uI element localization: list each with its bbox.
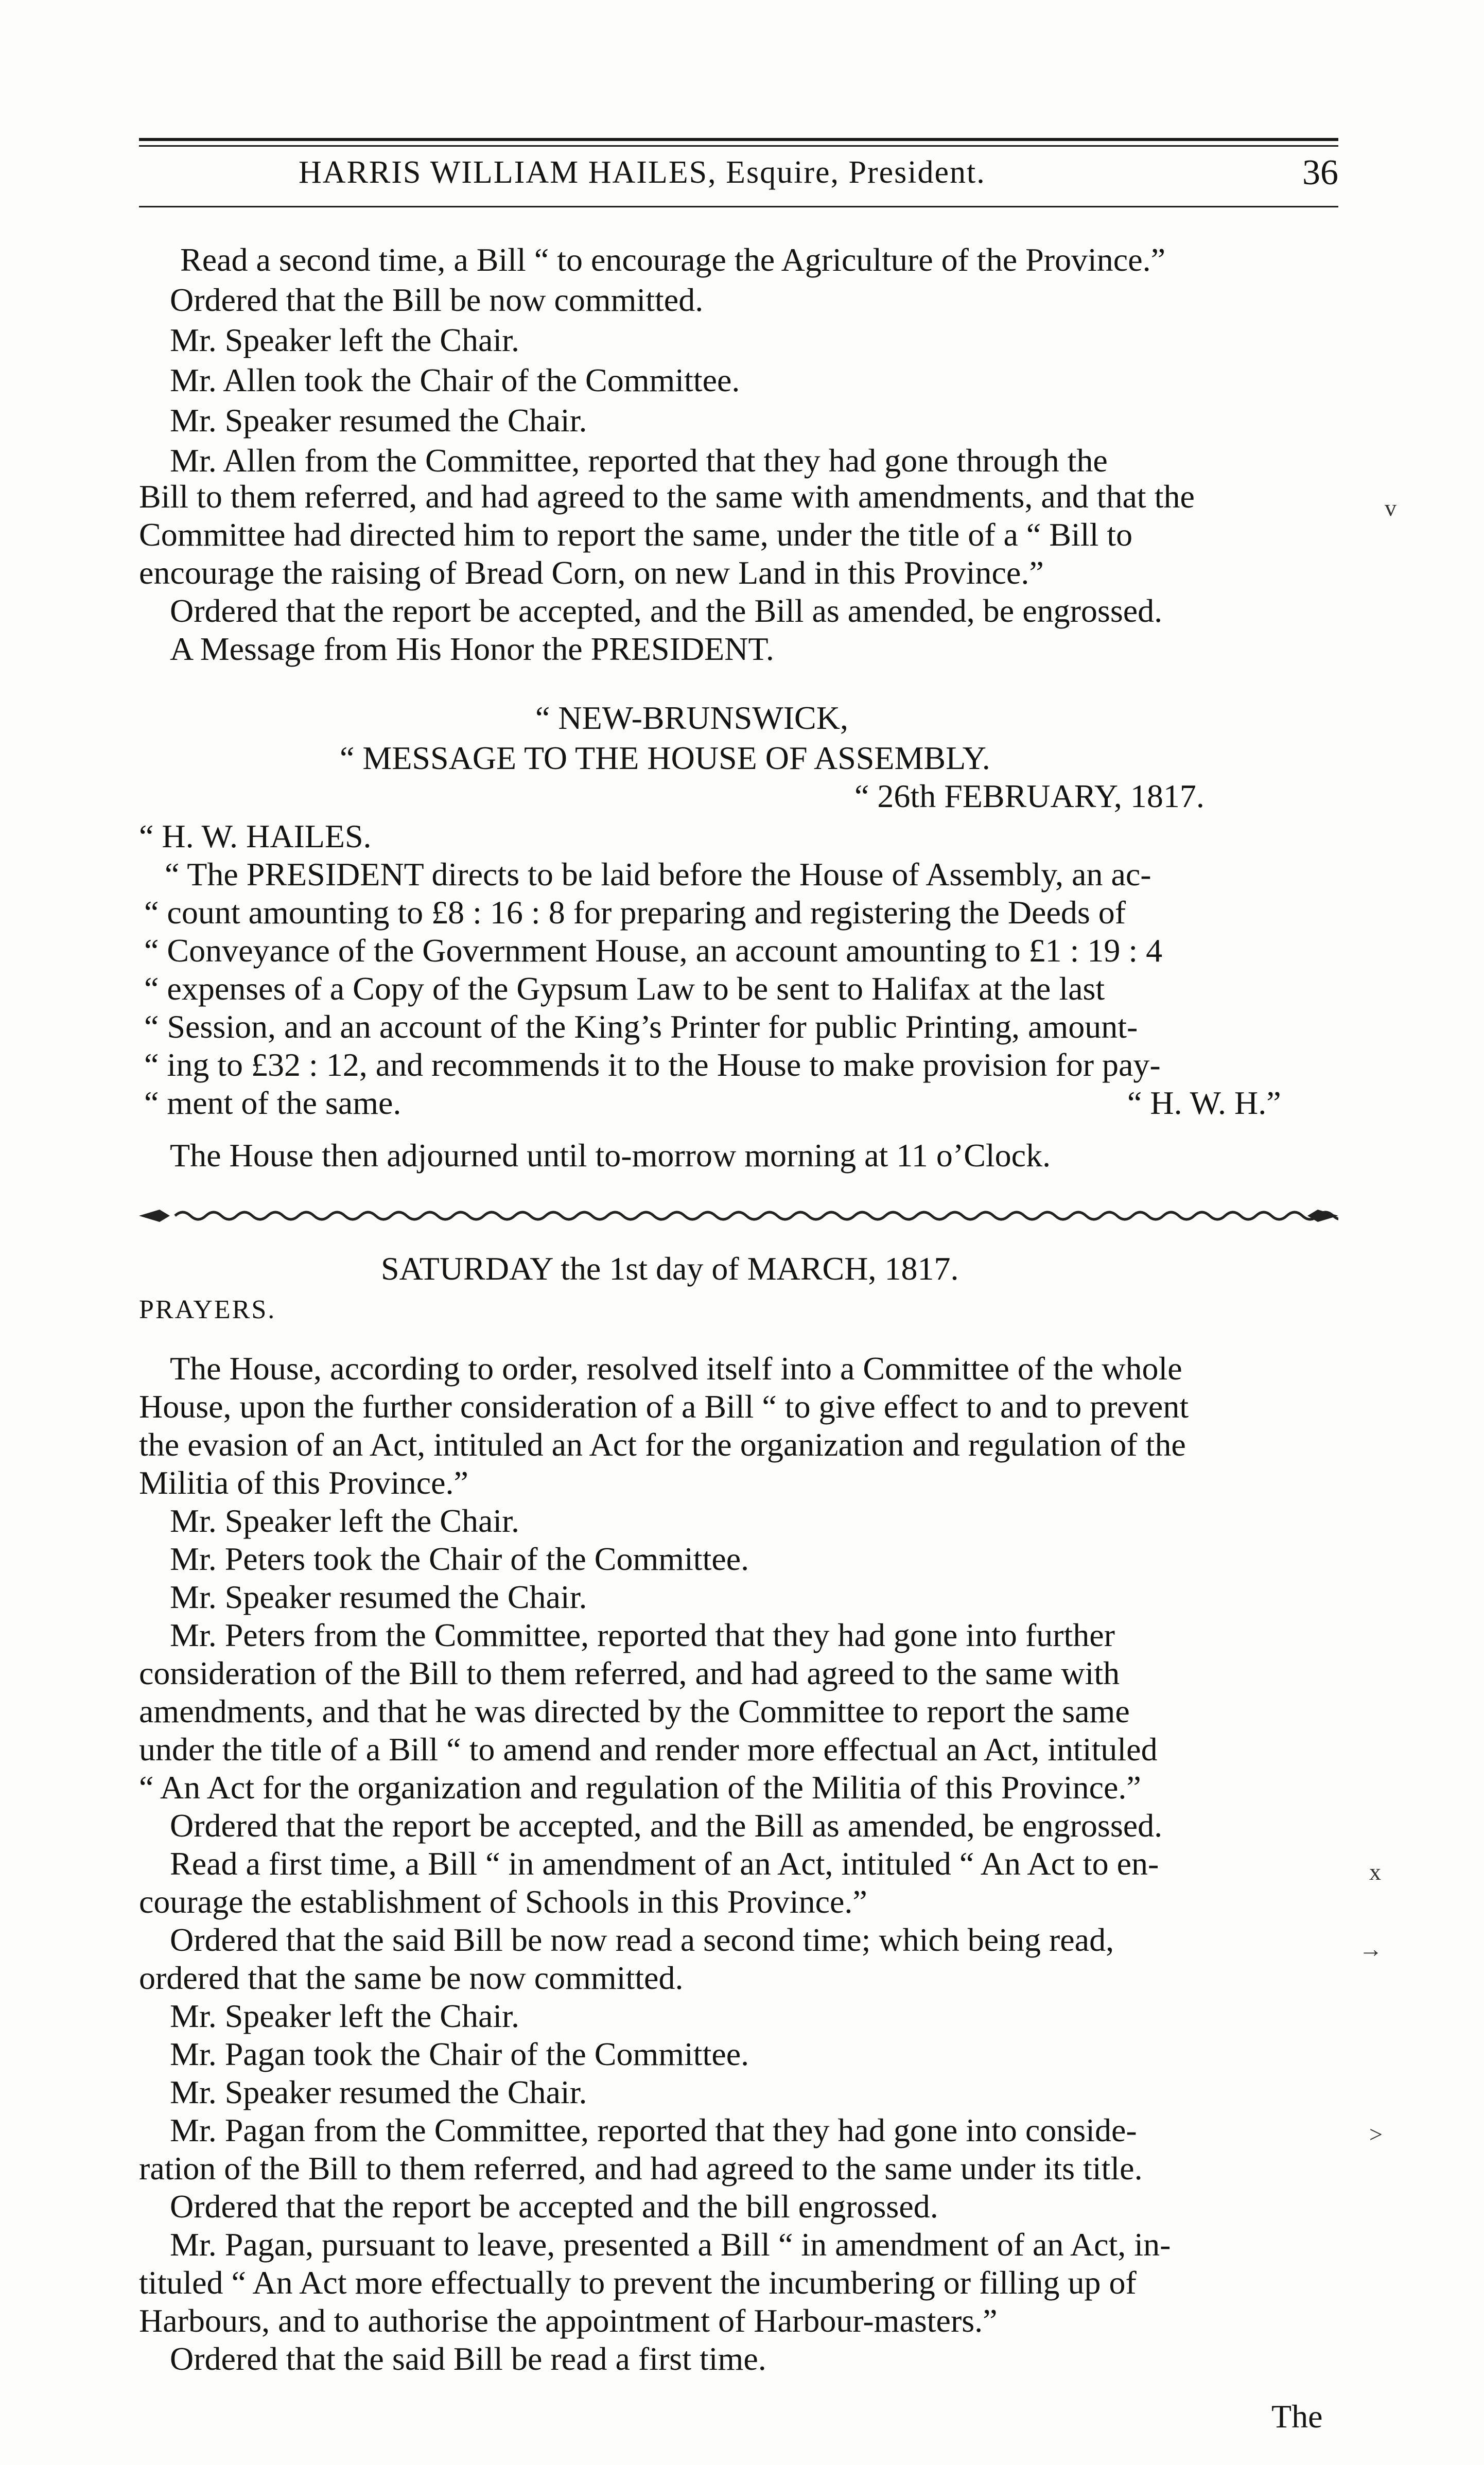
message-line: “ ing to £32 : 12, and recommends it to the House to make provision for pay- [144,1046,1161,1083]
text-line: Read a second time, a Bill “ to encourage the Agriculture of the Province.” [180,241,1165,278]
text-line: amendments, and that he was directed by the Committee to report the same [139,1693,1130,1729]
margin-mark: v [1385,495,1396,521]
message-date: “ 26th FEBRUARY, 1817. [854,778,1204,814]
header-rule-top [139,138,1338,141]
text-line: Mr. Speaker resumed the Chair. [170,1579,587,1615]
text-line: Mr. Allen took the Chair of the Committee. [170,362,740,398]
date-heading: SATURDAY the 1st day of MARCH, 1817. [381,1250,959,1287]
header-rule-bottom [139,206,1338,207]
margin-mark: x [1369,1859,1381,1885]
wavy-rule-icon [139,1200,1338,1231]
message-heading: “ NEW-BRUNSWICK, [535,700,848,736]
text-line: Mr. Pagan, pursuant to leave, presented a Bill “ in amendment of an Act, in- [170,2226,1171,2263]
text-line: Committee had directed him to report the same, under the title of a “ Bill to [139,516,1133,553]
text-line: Read a first time, a Bill “ in amendment of an Act, intituled “ An Act to en- [170,1845,1159,1882]
text-line: Ordered that the report be accepted, and the Bill as amended, be engrossed. [170,1807,1163,1844]
text-line: under the title of a Bill “ to amend and render more effectual an Act, intituled [139,1731,1158,1768]
text-line: Mr. Speaker resumed the Chair. [170,402,587,439]
text-line: Mr. Pagan from the Committee, reported that they had gone into conside- [170,2112,1137,2148]
text-line: Mr. Speaker left the Chair. [170,322,519,358]
text-line: consideration of the Bill to them referred, and had agreed to the same with [139,1655,1120,1691]
message-line: “ Conveyance of the Government House, an account amounting to £1 : 19 : 4 [144,932,1163,969]
text-line: encourage the raising of Bread Corn, on new Land in this Province.” [139,554,1044,591]
catchword: The [1271,2398,1323,2435]
message-line: “ The PRESIDENT directs to be laid before the House of Assembly, an ac- [165,856,1151,893]
text-line: Mr. Speaker left the Chair. [170,1998,519,2034]
ornamental-divider [139,1200,1338,1231]
text-line: Ordered that the said Bill be now read a second time; which being read, [170,1921,1114,1958]
text-line: Ordered that the said Bill be read a first time. [170,2340,766,2377]
text-line: Mr. Pagan took the Chair of the Committee. [170,2036,749,2072]
message-initials: “ H. W. H.” [1127,1085,1281,1121]
running-header [139,150,1338,197]
message-line: “ ment of the same. [144,1085,401,1121]
text-line: House, upon the further consideration of a Bill “ to give effect to and to prevent [139,1388,1189,1425]
text-line: Ordered that the report be accepted, and the Bill as amended, be engrossed. [170,592,1163,629]
text-line: ration of the Bill to them referred, and had agreed to the same under its title. [139,2150,1143,2187]
text-line: Mr. Peters took the Chair of the Committee. [170,1541,749,1577]
text-line: ordered that the same be now committed. [139,1960,684,1996]
text-line: Ordered that the report be accepted and the bill engrossed. [170,2188,938,2225]
prayers-label: PRAYERS. [139,1295,276,1324]
page-number: 36 [1302,153,1338,193]
text-line: Bill to them referred, and had agreed to the same with amendments, and that the [139,478,1195,515]
adjournment-line: The House then adjourned until to-morrow morning at 11 o’Clock. [170,1137,1051,1174]
text-line: the evasion of an Act, intituled an Act for the organization and regulation of the [139,1426,1186,1463]
running-title: HARRIS WILLIAM HAILES, Esquire, President. [299,155,986,190]
text-line: Mr. Peters from the Committee, reported that they had gone into further [170,1617,1115,1653]
text-line: Ordered that the Bill be now committed. [170,282,704,318]
text-line: Mr. Speaker left the Chair. [170,1502,519,1539]
text-line: A Message from His Honor the PRESIDENT. [170,631,774,667]
message-line: “ Session, and an account of the King’s Printer for public Printing, amount- [144,1008,1138,1045]
message-line: “ expenses of a Copy of the Gypsum Law to be sent to Halifax at the last [144,970,1105,1007]
text-line: tituled “ An Act more effectually to prevent the incumbering or filling up of [139,2264,1137,2301]
text-line: The House, according to order, resolved itself into a Committee of the whole [170,1350,1182,1387]
header-rule-top-thin [139,145,1338,147]
margin-mark: > [1369,2121,1383,2147]
text-line: “ An Act for the organization and regulation of the Militia of this Province.” [139,1769,1141,1806]
margin-mark: → [1359,1936,1383,1962]
message-heading: “ MESSAGE TO THE HOUSE OF ASSEMBLY. [340,740,990,776]
text-line: Mr. Speaker resumed the Chair. [170,2074,587,2110]
text-line: Mr. Allen from the Committee, reported that they had gone through the [170,442,1108,479]
text-line: courage the establishment of Schools in this Province.” [139,1883,867,1920]
text-line: Militia of this Province.” [139,1464,468,1501]
message-line: “ count amounting to £8 : 16 : 8 for preparing and registering the Deeds of [144,894,1126,931]
text-line: Harbours, and to authorise the appointment of Harbour-masters.” [139,2302,998,2339]
message-signatory: “ H. W. HAILES. [139,818,372,854]
